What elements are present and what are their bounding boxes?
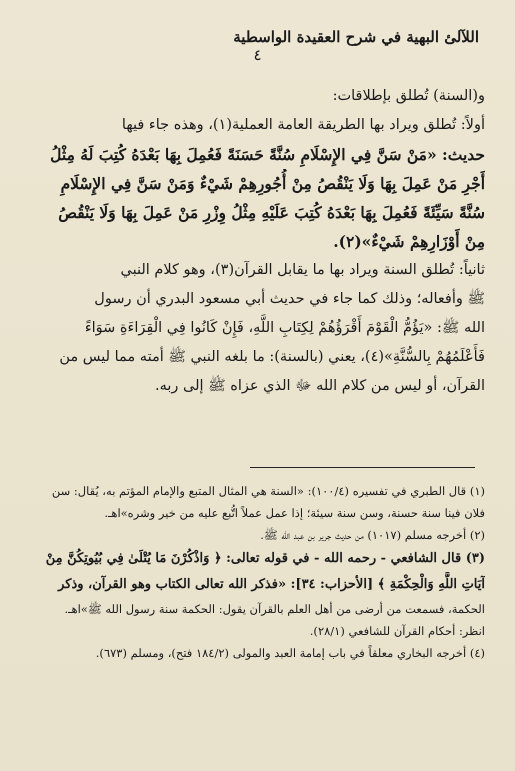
text-line: الله ﷺ: «يَؤُمُّ الْقَوْمَ أَقْرَؤُهُمْ لِكِتَابِ اللَّهِ، فَإِنْ كَانُوا فِي الْقِرَاءَةِ سَوَاءً [84, 320, 485, 336]
footnote-divider [250, 467, 475, 468]
hadith-line: مِنْ أَوْزَارِهِمْ شَيْءٌ»(٢). [333, 232, 485, 251]
footnote-line: الحكمة، فسمعت من أرضى من أهل العلم بالقرآن يقول: الحكمة سنة رسول الله ﷺ»اهـ. [64, 602, 485, 616]
footnotes [30, 480, 485, 664]
running-header-title: اللآلئ البهية في شرح العقيدة الواسطية [233, 28, 479, 46]
hadith-line: سُنَّةً سَيِّئَةً فَعُمِلَ بِهَا بَعْدَهُ كُتِبَ عَلَيْهِ مِثْلُ وِزْرِ مَنْ عَمِلَ بِهَا وَلَا يَنْقُصُ [58, 203, 485, 222]
hadith-line: حديث: «مَنْ سَنَّ فِي الإِسْلَامِ سُنَّةً حَسَنَةً فَعُمِلَ بِهَا بَعْدَهُ كُتِبَ لَهُ مِثْلُ [50, 145, 485, 164]
footnote-line: (٣) قال الشافعي - رحمه الله - في قوله تعالى: ﴿ وَاذْكُرْنَ مَا يُتْلَىٰ فِي بُيُوتِكُنَّ مِنْ [45, 551, 485, 566]
text-line: فَأَعْلَمُهُمْ بِالسُّنَّةِ»(٤)، يعني (بالسنة): ما بلغه النبي ﷺ أمته مما ليس من [59, 349, 485, 365]
page-number: ٤ [253, 46, 262, 64]
footnote-line: (٤) أخرجه البخاري معلقاً في باب إمامة العبد والمولى (١٨٤/٢ فتح)، ومسلم (٦٧٣). [95, 646, 485, 660]
hadith-line: أَجْرِ مَنْ عَمِلَ بِهَا وَلَا يَنْقُصُ مِنْ أُجُورِهِمْ شَيْءٌ وَمَنْ سَنَّ فِي الإِسْلَامِ [60, 174, 485, 193]
text-line: و(السنة) تُطلق بإطلاقات: [332, 88, 485, 104]
text-line: ﷺ وأفعاله؛ وذلك كما جاء في حديث أبي مسعود البدري أن رسول [94, 291, 485, 307]
footnote-line: انظر: أحكام القرآن للشافعي (٢٨/١). [309, 624, 485, 638]
footnote-line: آيَاتِ اللَّهِ وَالْحِكْمَةِ ﴾ [الأحزاب: ٣٤]: «فذكر الله تعالى الكتاب وهو القرآن، وذكر [58, 577, 485, 592]
text-line: القرآن، أو ليس من كلام الله ﷻ الذي عزاه ﷺ إلى ربه. [154, 378, 485, 394]
footnote-line: (١) قال الطبري في تفسيره (١٠٠/٤): «السنة هي المثال المتبع والإمام المؤتم به، يُقال: سن [51, 484, 485, 498]
footnote-line: (٢) أخرجه مسلم (١٠١٧) من حديث جرير بن عبد الله ﷺ. [260, 528, 485, 542]
main-text [30, 82, 485, 401]
footnote-line: فلان فينا سنة حسنة، وسن سنة سيئة؛ إذا عمل عملاً اتُّبع عليه من خير وشره»اهـ. [104, 506, 485, 520]
text-line: أولاً: تُطلق ويراد بها الطريقة العامة العملية(١)، وهذه جاء فيها [121, 117, 485, 133]
text-line: ثانياً: تُطلق السنة ويراد بها ما يقابل القرآن(٣)، وهو كلام النبي [120, 262, 485, 278]
